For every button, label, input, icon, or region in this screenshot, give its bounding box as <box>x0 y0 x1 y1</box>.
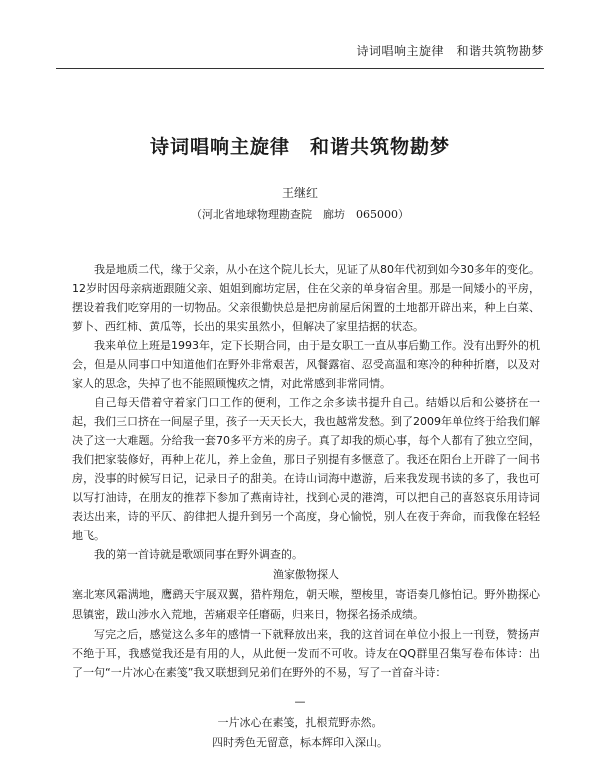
footer-poem-line-2: 四时秀色无留意，标本辉印入深山。 <box>212 736 388 749</box>
poem-title: 渔家傲物探人 <box>273 568 339 581</box>
paragraph-4: 我的第一首诗就是歌颂同事在野外调查的。 <box>94 548 303 561</box>
header-divider <box>56 68 544 69</box>
article-author: 王继红 <box>281 186 318 200</box>
article-affiliation: （河北省地球物理勘查院 廊坊 065000） <box>191 208 409 221</box>
paragraph-2: 我来单位上班是1993年，定下长期合同，由于是女职工一直从事后勤工作。没有出野外的机会，但是从同事口中知道他们在野外非常艰苦，风餐露宿、忍受高温和寒冷的种种折磨，以及对家人的思念，失掉了也不能照顾愧疚之情，对此常感到非常同情。 <box>72 339 540 390</box>
footer-poem <box>0 713 600 753</box>
footer-poem-line-1: 一片冰心在素笺，扎根荒野赤然。 <box>217 716 383 729</box>
article-title: 诗词唱响主旋律 和谐共筑物勘梦 <box>149 136 450 158</box>
paragraph-3: 自己每天借着守着家门口工作的便利，工作之余多读书提升自己。结婚以后和公婆挤在一起，我们三口挤在一间屋子里，孩子一天天长大，我也越常发愁。到了2009年单位终于给我们解决了这一大难题。分给我一套70多平方米的房子。真了却我的烦心事，每个人都有了独立空间，我们把家装修好，再种上花儿，养上金鱼，那日子别提有多惬意了。我还在阳台上开辟了一间书房，没事的时候写日记，记录日子的甜美。在诗山词海中遨游，后来我发现书读的多了，我也可以写打油诗，在朋友的推荐下参加了燕南诗社，找到心灵的港湾，可以把自己的喜怒哀乐用诗词表达出来，诗的平仄、韵律把人提升到另一个高度，身心愉悦，别人在夜于奔命，而我像在轻轻地飞。 <box>72 396 540 542</box>
page-mark: — <box>294 695 306 708</box>
poem-body: 塞北寒风霜满地，鹰鹞天宇展双翼，猎杵翔危，朝天喉，塑梭里，寄语奏几修怕记。野外勘探心思镇密，跋山涉水入荒地，苦痛艰辛任磨砺，归来日，物探名扬杀成绩。 <box>72 588 540 621</box>
article-body <box>72 260 540 682</box>
paragraph-1: 我是地质二代，缘于父亲，从小在这个院儿长大，见证了从80年代初到如今30多年的变化。12岁时因母亲病逝跟随父亲、姐姐到廊坊定居，住在父亲的单身宿舍里。那是一间矮小的平房，摆设着我们吃穿用的一切物品。父亲很勤快总是把房前屋后闲置的土地都开辟出来，种上白菜、萝卜、西红柿、黄瓜等，长出的果实虽然小，但解决了家里拮据的状态。 <box>72 263 540 333</box>
running-header: 诗词唱响主旋律 和谐共筑物勘梦 <box>356 44 544 58</box>
paragraph-5: 写完之后，感觉这么多年的感情一下就释放出来，我的这首词在单位小报上一刊登，赞扬声不绝于耳，我感觉我还是有用的人，从此便一发而不可收。诗友在QQ群里召集写卷布体诗：出了一句“一片冰心在素笺”我又联想到兄弟们在野外的不易，写了一首奋斗诗： <box>72 628 540 679</box>
